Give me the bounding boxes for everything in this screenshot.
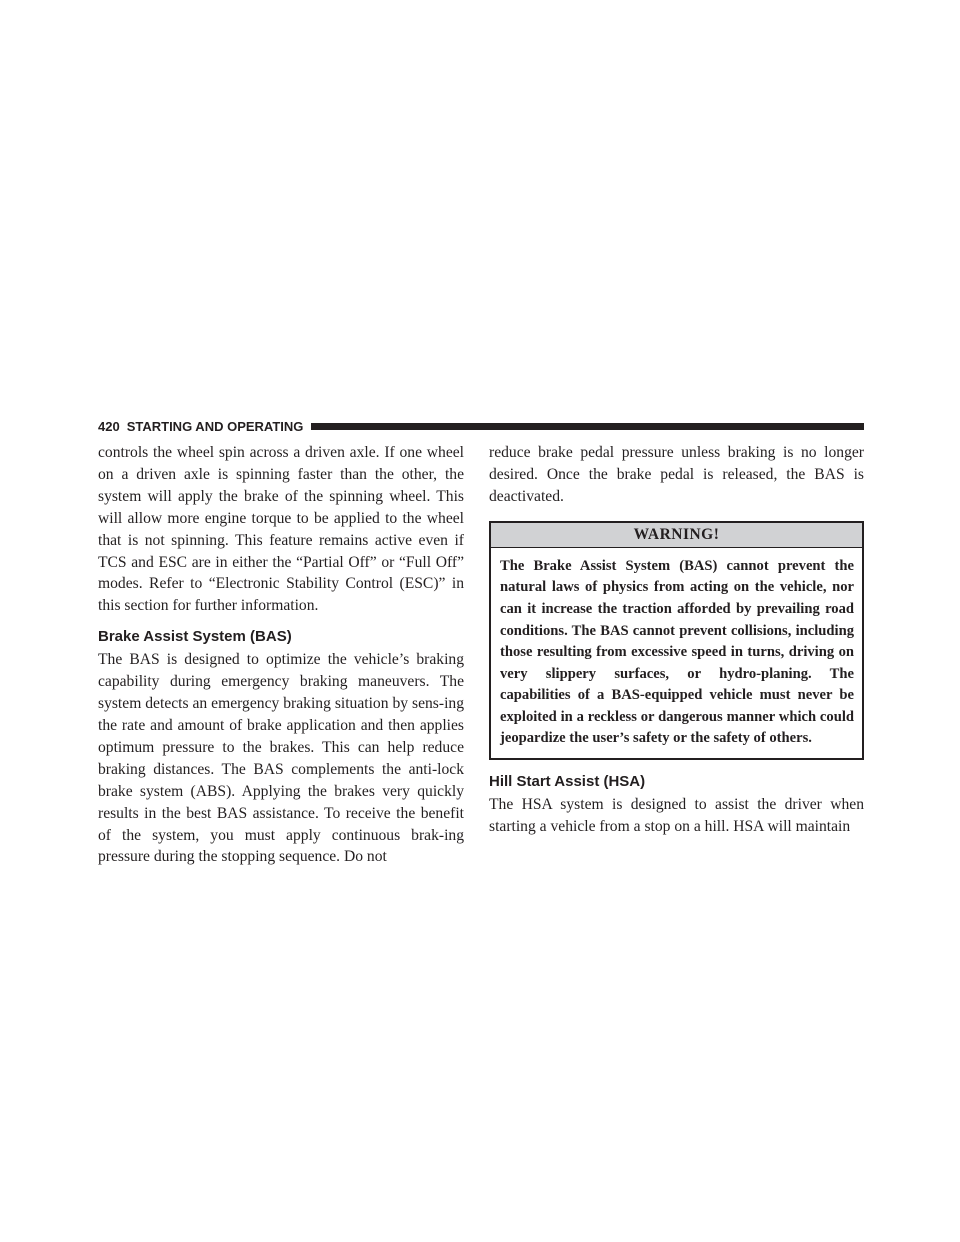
right-column [489,442,864,838]
warning-title: WARNING! [491,523,862,548]
left-column [98,442,464,868]
warning-box [489,521,864,760]
warning-text: The Brake Assist System (BAS) cannot prevent the natural laws of physics from acting on the vehicle, nor can it increase the traction afforded by prevailing road conditions. The BAS cannot prevent collisions, including those resulting from excessive speed in turns, driving on very slippery surfaces, or hydro-planing. The capabilities of a BAS-equipped vehicle must never be exploited in a reckless or dangerous manner which could jeopardize the user’s safety or the safety of others. [500,557,854,747]
bas-paragraph: The BAS is designed to optimize the vehicle’s braking capability during emergency braking maneuvers. The system detects an emergency braking situation by sens-ing the rate and amount of brake application and then applies optimum pressure to the brakes. This can help reduce braking distances. The BAS complements the anti-lock brake system (ABS). Applying the brakes very quickly results in the best BAS assistance. To receive the benefit of the system, you must apply continuous brak-ing pressure during the stopping sequence. Do not [98,651,464,866]
bas-heading: Brake Assist System (BAS) [98,628,292,646]
hsa-paragraph: The HSA system is designed to assist the driver when starting a vehicle from a stop on a hill. HSA will maintain [489,796,864,835]
header-rule [311,423,864,430]
intro-paragraph: controls the wheel spin across a driven axle. If one wheel on a driven axle is spinning faster than the other, the system will apply the brake of the spinning wheel. This will allow more engine torque to be applied to the wheel that is not spinning. This feature remains active even if TCS and ESC are in either the “Partial Off” or “Full Off” modes. Refer to “Electronic Stability Control (ESC)” in this section for further information. [98,444,464,615]
hsa-heading: Hill Start Assist (HSA) [489,773,646,791]
page-header [98,417,864,435]
section-title: STARTING AND OPERATING [126,418,304,434]
bas-continued-paragraph: reduce brake pedal pressure unless braking is no longer desired. Once the brake pedal is released, the BAS is deactivated. [489,444,864,505]
page-number: 420 [98,418,120,434]
